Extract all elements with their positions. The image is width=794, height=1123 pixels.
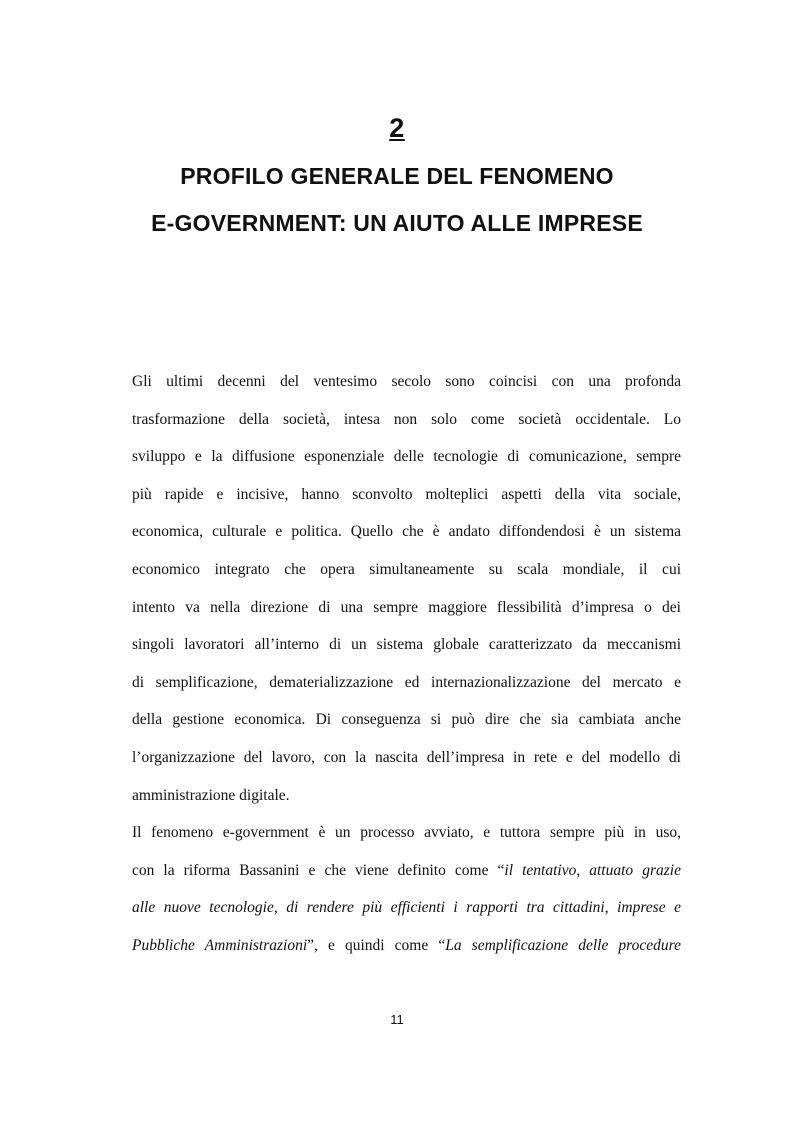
text-line: [132, 857, 681, 895]
text-span: ”, e quindi come “: [307, 936, 446, 954]
quote-italic: Pubbliche Amministrazioni: [132, 936, 308, 954]
text-line: sviluppo e la diffusione esponenziale delle tecnologie di comunicazione, sempre: [132, 448, 681, 466]
quote-italic: alle nuove tecnologie, di rendere più efficienti i rapporti tra cittadini, imprese e: [132, 899, 681, 917]
text-line: singoli lavoratori all’interno di un sistema globale caratterizzato da meccanismi: [132, 636, 681, 654]
quote-italic: La semplificazione delle procedure: [445, 936, 681, 954]
text-line: amministrazione digitale.: [132, 786, 290, 804]
text-line: Il fenomeno e-government è un processo avviato, e tuttora sempre più in uso,: [132, 824, 681, 842]
text-line: [132, 894, 681, 932]
text-line: di semplificazione, dematerializzazione ed internazionalizzazione del mercato e: [132, 673, 681, 691]
chapter-number: 2: [389, 113, 405, 143]
body-text: [132, 368, 681, 970]
page-number: 11: [390, 1012, 404, 1027]
text-line: trasformazione della società, intesa non solo come società occidentale. Lo: [132, 410, 681, 428]
text-line: [132, 932, 681, 970]
text-line: della gestione economica. Di conseguenza si può dire che sia cambiata anche: [132, 711, 681, 729]
text-line: più rapide e incisive, hanno sconvolto molteplici aspetti della vita sociale,: [132, 485, 681, 503]
text-span: con la riforma Bassanini e che viene definito come “: [132, 861, 505, 879]
text-line: l’organizzazione del lavoro, con la nascita dell’impresa in rete e del modello di: [132, 748, 681, 766]
text-line: intento va nella direzione di una sempre maggiore flessibilità d’impresa o dei: [132, 598, 681, 616]
quote-italic: il tentativo, attuato grazie: [504, 861, 681, 879]
chapter-title-line-2: E-GOVERNMENT: UN AIUTO ALLE IMPRESE: [151, 210, 643, 236]
chapter-title-line-1: PROFILO GENERALE DEL FENOMENO: [180, 163, 614, 189]
text-line: Gli ultimi decenni del ventesimo secolo sono coincisi con una profonda: [132, 373, 681, 390]
text-line: economico integrato che opera simultaneamente su scala mondiale, il cui: [132, 560, 681, 578]
text-line: economica, culturale e politica. Quello che è andato diffondendosi è un sistema: [132, 523, 681, 541]
